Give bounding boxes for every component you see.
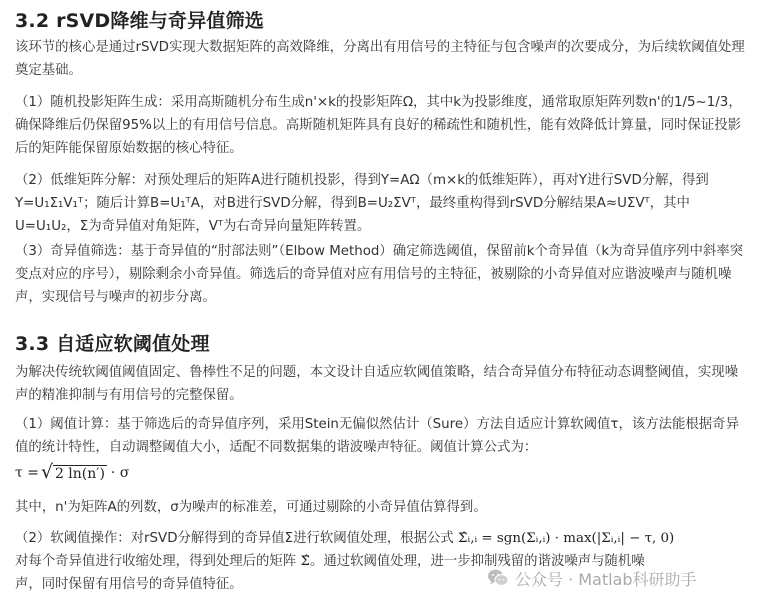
section-3-2-item-2: （2）低维矩阵分解：对预处理后的矩阵A进行随机投影，得到Y=AΩ（m×k的低维矩阵），再对Y进行SVD分解，得到Y=U₁Σ₁V₁ᵀ；随后计算B=U₁ᵀA，对B进行SVD分解，得到B=U₂ΣVᵀ，最终重构得到rSVD分解结果A≈UΣVᵀ，其中U=U₁U₂，Σ为奇异值对角矩阵，Vᵀ为右奇异向量矩阵转置。 — [15, 173, 709, 234]
section-3-2-item-1: （1）随机投影矩阵生成：采用高斯随机分布生成n'×k的投影矩阵Ω，其中k为投影维度，通常取原矩阵列数n'的1/5~1/3，确保降维后仍保留95%以上的有用信号信息。高斯随机矩阵具有良好的稀疏性和随机性，能有效降低计算量，同时保证投影后的矩阵能保留原始数据的核心特征。 — [15, 95, 742, 156]
section-heading-3-2: 3.2 rSVD降维与奇异值筛选 — [15, 10, 265, 32]
section-3-2-intro: 该环节的核心是通过rSVD实现大数据矩阵的高效降维，分离出有用信号的主特征与包含噪声的次要成分，为后续软阈值处理奠定基础。 — [15, 40, 745, 78]
section-3-3-intro: 为解决传统软阈值阈值固定、鲁棒性不足的问题，本文设计自适应软阈值策略，结合奇异值分布特征动态调整阈值，实现噪声的精准抑制与有用信号的完整保留。 — [15, 365, 739, 403]
soft-threshold-text-1: （2）软阈值操作：对rSVD分解得到的奇异值Σ进行软阈值处理，根据公式 — [15, 531, 459, 546]
section-heading-3-3: 3.3 自适应软阈值处理 — [15, 333, 210, 355]
formula-sqrt — [43, 464, 107, 482]
soft-threshold-text-2: 对每个奇异值进行收缩处理，得到处理后的矩阵 — [15, 554, 301, 569]
wechat-icon — [487, 568, 509, 588]
watermark-text: 公众号 · Matlab科研助手 — [515, 569, 697, 589]
formula-rhs: · σ — [110, 465, 130, 481]
soft-threshold-formula: Σ̂ᵢ,ᵢ = sgn(Σᵢ,ᵢ) · max(|Σᵢ,ᵢ| − τ, 0) — [458, 531, 675, 546]
sigma-hat-symbol: Σ̂ — [300, 554, 310, 569]
watermark — [487, 566, 697, 590]
formula-explanation: 其中，n'为矩阵A的列数，σ为噪声的标准差，可通过剔除的小奇异值估算得到。 — [15, 500, 487, 515]
formula-lhs: τ = — [15, 465, 39, 481]
section-3-3-item-1: （1）阈值计算：基于筛选后的奇异值序列，采用Stein无偏似然估计（Sure）方法自适应计算软阈值τ，该方法能根据奇异值的统计特性，自动调整阈值大小，适配不同数据集的谐波噪声特征。阈值计算公式为： — [15, 417, 739, 455]
soft-threshold-text-3: 。通过软阈值处理，进一步抑制残留的谐波噪声与随机噪 — [309, 554, 645, 569]
soft-threshold-text-4: 声，同时保留有用信号的奇异值特征。 — [15, 577, 243, 592]
formula-radicand: 2 ln(n′) — [54, 466, 105, 482]
section-3-2-item-3: （3）奇异值筛选：基于奇异值的“肘部法则”（Elbow Method）确定筛选阈值，保留前k个奇异值（k为奇异值序列中斜率突变点对应的序号），剔除剩余小奇异值。筛选后的奇异值对应有用信号的主特征，被剔除的小奇异值对应谐波噪声与随机噪声，实现信号与噪声的初步分离。 — [15, 244, 744, 305]
threshold-formula — [15, 464, 129, 482]
